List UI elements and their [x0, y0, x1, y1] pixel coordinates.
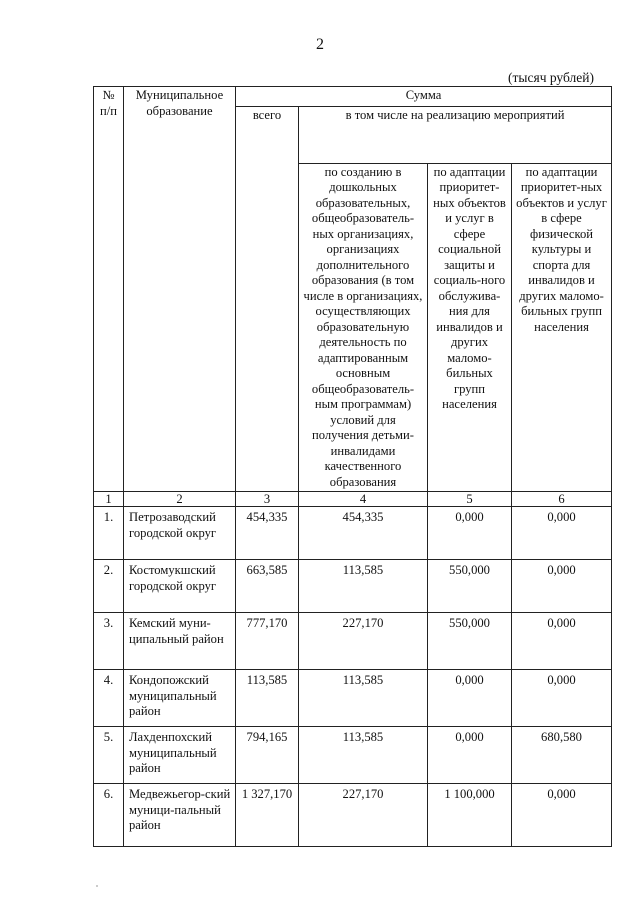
header-municipality: Муниципальное образование: [124, 87, 236, 492]
table-row: [94, 784, 612, 847]
sum-social: 0,000: [428, 670, 512, 727]
sum-sport: 680,580: [512, 727, 612, 784]
sum-preschool: 113,585: [299, 670, 428, 727]
sum-total: 454,335: [236, 507, 299, 560]
sum-sport: 0,000: [512, 560, 612, 613]
column-number: 3: [236, 492, 299, 507]
sum-preschool: 113,585: [299, 727, 428, 784]
sum-total: 777,170: [236, 613, 299, 670]
municipality-name: Лахденпохский муниципальный район: [124, 727, 236, 784]
table-row: [94, 727, 612, 784]
municipality-name: Петрозаводский городской округ: [124, 507, 236, 560]
sum-sport: 0,000: [512, 670, 612, 727]
header-num: № п/п: [94, 87, 124, 492]
municipality-name: Кемский муни-ципальный район: [124, 613, 236, 670]
table-row: [94, 613, 612, 670]
header-total: всего: [236, 107, 299, 492]
table-row: [94, 507, 612, 560]
row-number: 3.: [94, 613, 124, 670]
header-including: в том числе на реализацию мероприятий: [299, 107, 612, 164]
units-label: (тысяч рублей): [508, 70, 594, 85]
column-number: 2: [124, 492, 236, 507]
scan-speck: [96, 885, 98, 887]
sum-social: 0,000: [428, 507, 512, 560]
row-number: 2.: [94, 560, 124, 613]
row-number: 1.: [94, 507, 124, 560]
row-number: 6.: [94, 784, 124, 847]
sum-preschool: 227,170: [299, 613, 428, 670]
sum-sport: 0,000: [512, 784, 612, 847]
municipality-name: Медвежьегор-ский муници-пальный район: [124, 784, 236, 847]
row-number: 5.: [94, 727, 124, 784]
table-row: [94, 670, 612, 727]
sum-preschool: 454,335: [299, 507, 428, 560]
column-numbers-row: [94, 492, 612, 507]
column-number: 5: [428, 492, 512, 507]
column-number: 1: [94, 492, 124, 507]
header-sport: по адаптации приоритет-ных объектов и услуг в сфере физической культуры и спорта для инвалидов и других маломо-бильных групп населения: [512, 163, 612, 492]
sum-total: 794,165: [236, 727, 299, 784]
sum-social: 0,000: [428, 727, 512, 784]
header-sum: Сумма: [236, 87, 612, 107]
sum-preschool: 227,170: [299, 784, 428, 847]
sum-total: 113,585: [236, 670, 299, 727]
sum-social: 1 100,000: [428, 784, 512, 847]
table-row: [94, 560, 612, 613]
header-row-1: [94, 87, 612, 107]
header-preschool: по созданию в дошкольных образовательных, общеобразователь-ных организациях, организациях дополнительного образования (в том числе в организациях, осуществляющих образовательную деятельность по адаптированным основным общеобразователь-ным программам) условий для получения детьми-инвалидами качественного образования: [299, 163, 428, 492]
column-number: 4: [299, 492, 428, 507]
sum-total: 663,585: [236, 560, 299, 613]
header-social: по адаптации приоритет-ных объектов и услуг в сфере социальной защиты и социаль-ного обслужива-ния для инвалидов и других маломо-бильных групп населения: [428, 163, 512, 492]
municipality-name: Кондопожский муниципальный район: [124, 670, 236, 727]
sum-sport: 0,000: [512, 613, 612, 670]
row-number: 4.: [94, 670, 124, 727]
sum-total: 1 327,170: [236, 784, 299, 847]
sum-social: 550,000: [428, 560, 512, 613]
sum-sport: 0,000: [512, 507, 612, 560]
sum-social: 550,000: [428, 613, 512, 670]
sum-preschool: 113,585: [299, 560, 428, 613]
column-number: 6: [512, 492, 612, 507]
page-number: 2: [316, 36, 324, 53]
municipality-name: Костомукшский городской округ: [124, 560, 236, 613]
budget-table: [93, 86, 612, 847]
